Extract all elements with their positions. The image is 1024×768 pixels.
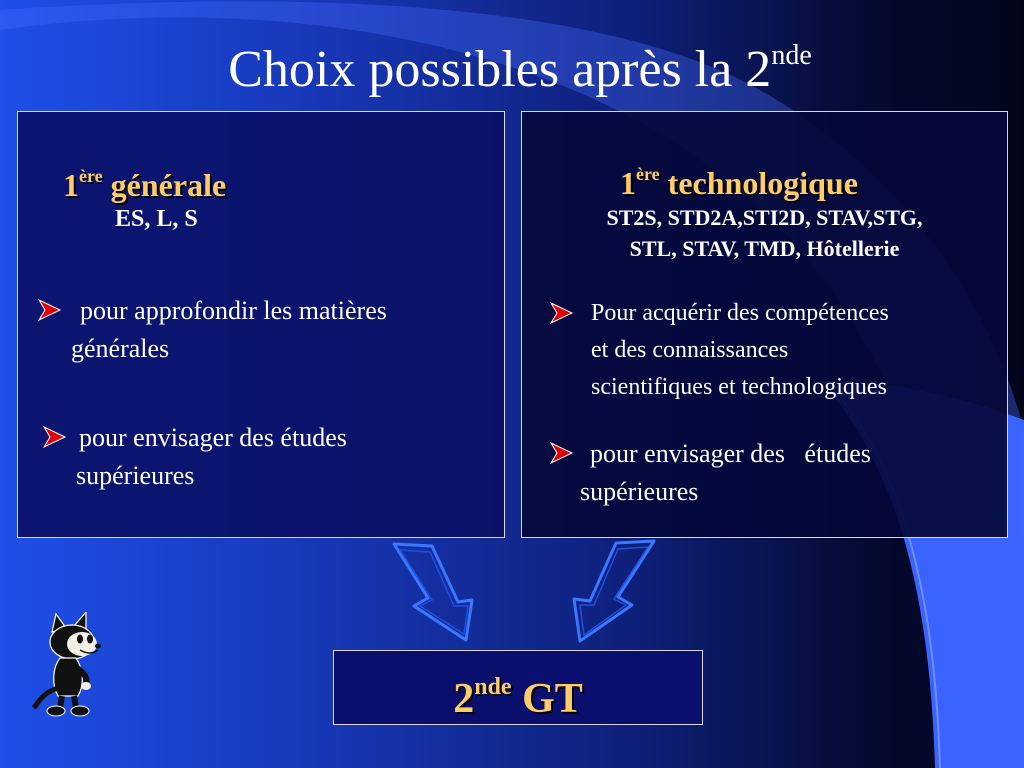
panel-premiere-generale xyxy=(17,111,505,538)
bottom-label xyxy=(334,661,702,725)
heading-word: générale xyxy=(110,167,227,203)
up-arrow-outline-icon xyxy=(570,537,662,647)
bullet-text-line: et des connaissances xyxy=(591,337,789,363)
bullet-text-line: supérieures xyxy=(580,477,699,506)
bullet-text-line: pour approfondir les matières xyxy=(80,296,387,325)
bottom-box-seconde-gt xyxy=(333,650,703,725)
red-arrow-bullet-icon xyxy=(550,442,574,464)
heading-word: technologique xyxy=(667,165,858,201)
bullet-text-line: scientifiques et technologiques xyxy=(591,374,887,400)
bullet-item xyxy=(550,295,1000,406)
panel-premiere-technologique xyxy=(521,111,1008,538)
red-arrow-bullet-icon xyxy=(43,426,67,448)
red-arrow-bullet-icon xyxy=(550,302,574,324)
bullet-text-line: pour envisager des études xyxy=(590,439,871,468)
red-arrow-bullet-icon xyxy=(38,299,62,321)
heading-superscript: ère xyxy=(636,164,660,184)
bullet-text-line: générales xyxy=(71,334,170,363)
bullet-item xyxy=(43,419,493,495)
bullet-text-line: supérieures xyxy=(76,461,195,490)
title-text: Choix possibles après la 2 xyxy=(228,41,772,98)
slide-title xyxy=(0,24,1024,102)
up-arrow-outline-icon xyxy=(388,540,478,646)
title-superscript: nde xyxy=(771,40,812,71)
bottom-number: 2 xyxy=(453,676,475,722)
panel-left-series: ES, L, S xyxy=(115,206,198,232)
panel-right-heading xyxy=(620,155,858,202)
series-line: ST2S, STD2A,STI2D, STAV,STG, xyxy=(606,205,923,230)
panel-left-heading xyxy=(63,157,226,204)
bullet-text-line: Pour acquérir des compétences xyxy=(591,300,889,326)
series-line: STL, STAV, TMD, Hôtellerie xyxy=(629,236,900,261)
heading-number: 1 xyxy=(63,167,79,203)
cartoon-cat-icon xyxy=(30,612,106,718)
bullet-text-line: pour envisager des études xyxy=(79,423,347,452)
bullet-item xyxy=(38,292,498,368)
heading-number: 1 xyxy=(620,165,636,201)
bottom-superscript: nde xyxy=(474,674,512,700)
bullet-item xyxy=(550,435,1000,511)
heading-superscript: ère xyxy=(79,166,103,186)
bottom-word: GT xyxy=(511,676,583,722)
panel-right-series xyxy=(522,202,1007,264)
